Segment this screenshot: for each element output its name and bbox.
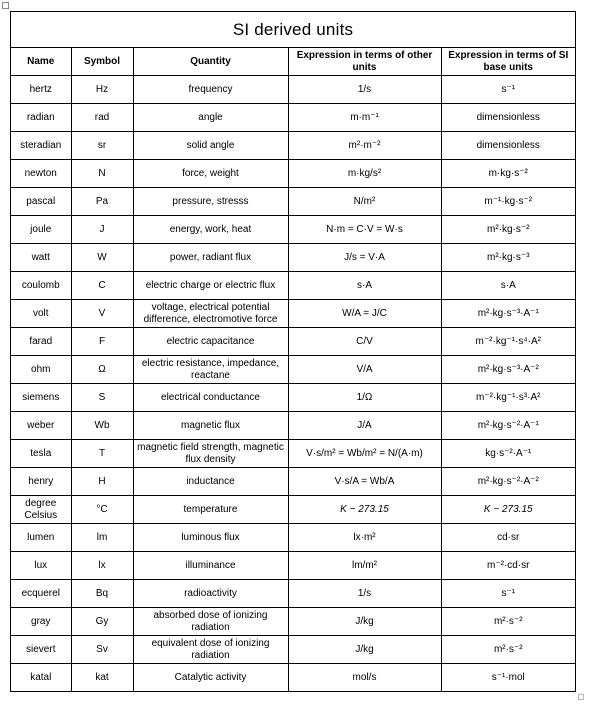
cell-expression-other-units: N/m² [288, 188, 441, 216]
cell-expression-si-base-units: kg·s⁻²·A⁻¹ [441, 440, 575, 468]
cell-name: pascal [11, 188, 71, 216]
cell-symbol: N [71, 160, 133, 188]
table-row [11, 412, 575, 440]
cell-name: joule [11, 216, 71, 244]
cell-expression-si-base-units: m²·s⁻² [441, 636, 575, 664]
cell-quantity: electric resistance, impedance, reactane [133, 356, 288, 384]
cell-name: farad [11, 328, 71, 356]
cell-quantity: temperature [133, 496, 288, 524]
cell-name: radian [11, 104, 71, 132]
cell-symbol: J [71, 216, 133, 244]
cell-symbol: C [71, 272, 133, 300]
cell-name: katal [11, 664, 71, 692]
header-quantity: Quantity [133, 48, 288, 76]
cell-symbol: Sv [71, 636, 133, 664]
table-header-row [11, 48, 575, 76]
table-row [11, 104, 575, 132]
cell-expression-si-base-units: m⁻²·kg⁻¹·s⁴·A² [441, 328, 575, 356]
cell-expression-other-units: K − 273.15 [288, 496, 441, 524]
cell-symbol: Ω [71, 356, 133, 384]
cell-name: henry [11, 468, 71, 496]
cell-expression-si-base-units: m²·kg·s⁻²·A⁻¹ [441, 412, 575, 440]
cell-quantity: equivalent dose of ionizing radiation [133, 636, 288, 664]
cell-symbol: rad [71, 104, 133, 132]
cell-name: coulomb [11, 272, 71, 300]
cell-expression-other-units: 1/Ω [288, 384, 441, 412]
cell-expression-si-base-units: s⁻¹·mol [441, 664, 575, 692]
cell-symbol: T [71, 440, 133, 468]
cell-expression-other-units: mol/s [288, 664, 441, 692]
cell-expression-si-base-units: m²·kg·s⁻²·A⁻² [441, 468, 575, 496]
header-expression-si-base-units: Expression in terms of SI base units [441, 48, 575, 76]
table-row [11, 608, 575, 636]
si-units-document [10, 11, 576, 692]
table-row [11, 272, 575, 300]
cell-expression-other-units: m·m⁻¹ [288, 104, 441, 132]
cell-name: sievert [11, 636, 71, 664]
cell-expression-si-base-units: m⁻¹·kg·s⁻² [441, 188, 575, 216]
header-symbol: Symbol [71, 48, 133, 76]
cell-quantity: power, radiant flux [133, 244, 288, 272]
table-row [11, 636, 575, 664]
cell-expression-other-units: V·s/m² = Wb/m² = N/(A·m) [288, 440, 441, 468]
cell-expression-si-base-units: m⁻²·cd·sr [441, 552, 575, 580]
cell-quantity: radioactivity [133, 580, 288, 608]
cell-quantity: energy, work, heat [133, 216, 288, 244]
table-row [11, 132, 575, 160]
cell-symbol: lm [71, 524, 133, 552]
table-row [11, 216, 575, 244]
cell-quantity: voltage, electrical potential difference, electromotive force [133, 300, 288, 328]
cell-quantity: magnetic field strength, magnetic flux density [133, 440, 288, 468]
cell-expression-other-units: lm/m² [288, 552, 441, 580]
cell-expression-si-base-units: m²·kg·s⁻² [441, 216, 575, 244]
cell-symbol: V [71, 300, 133, 328]
cell-expression-si-base-units: dimensionless [441, 132, 575, 160]
cell-expression-other-units: V·s/A = Wb/A [288, 468, 441, 496]
cell-symbol: Bq [71, 580, 133, 608]
cell-quantity: magnetic flux [133, 412, 288, 440]
cell-expression-other-units: 1/s [288, 580, 441, 608]
table-resize-handle[interactable] [578, 694, 584, 700]
cell-expression-other-units: J/kg [288, 636, 441, 664]
cell-quantity: absorbed dose of ionizing radiation [133, 608, 288, 636]
cell-name: lux [11, 552, 71, 580]
cell-expression-other-units: lx·m² [288, 524, 441, 552]
table-row [11, 496, 575, 524]
cell-quantity: solid angle [133, 132, 288, 160]
table-row [11, 664, 575, 692]
cell-name: degree Celsius [11, 496, 71, 524]
cell-symbol: F [71, 328, 133, 356]
table-row [11, 356, 575, 384]
cell-symbol: sr [71, 132, 133, 160]
table-row [11, 468, 575, 496]
cell-symbol: Gy [71, 608, 133, 636]
cell-expression-other-units: 1/s [288, 76, 441, 104]
table-row [11, 328, 575, 356]
document-title: SI derived units [11, 12, 575, 48]
cell-expression-other-units: J/A [288, 412, 441, 440]
cell-expression-si-base-units: K − 273.15 [441, 496, 575, 524]
cell-name: siemens [11, 384, 71, 412]
cell-quantity: electric charge or electric flux [133, 272, 288, 300]
header-expression-other-units: Expression in terms of other units [288, 48, 441, 76]
cell-name: ohm [11, 356, 71, 384]
table-row [11, 580, 575, 608]
cell-quantity: pressure, stresss [133, 188, 288, 216]
cell-symbol: kat [71, 664, 133, 692]
header-name: Name [11, 48, 71, 76]
cell-expression-si-base-units: m²·kg·s⁻³ [441, 244, 575, 272]
cell-quantity: inductance [133, 468, 288, 496]
cell-expression-si-base-units: s⁻¹ [441, 76, 575, 104]
table-row [11, 188, 575, 216]
cell-expression-other-units: m·kg/s² [288, 160, 441, 188]
table-row [11, 524, 575, 552]
cell-quantity: angle [133, 104, 288, 132]
cell-name: newton [11, 160, 71, 188]
cell-expression-other-units: C/V [288, 328, 441, 356]
table-body [11, 76, 575, 692]
cell-symbol: °C [71, 496, 133, 524]
cell-expression-other-units: s·A [288, 272, 441, 300]
table-row [11, 552, 575, 580]
cell-name: hertz [11, 76, 71, 104]
cell-name: lumen [11, 524, 71, 552]
cell-quantity: electrical conductance [133, 384, 288, 412]
cell-symbol: W [71, 244, 133, 272]
cell-quantity: electric capacitance [133, 328, 288, 356]
cell-expression-si-base-units: s⁻¹ [441, 580, 575, 608]
cell-expression-si-base-units: m²·kg·s⁻³·A⁻² [441, 356, 575, 384]
cell-quantity: frequency [133, 76, 288, 104]
cell-symbol: lx [71, 552, 133, 580]
cell-name: volt [11, 300, 71, 328]
cell-expression-si-base-units: cd·sr [441, 524, 575, 552]
cell-quantity: luminous flux [133, 524, 288, 552]
cell-expression-other-units: J/kg [288, 608, 441, 636]
table-row [11, 160, 575, 188]
cell-expression-si-base-units: m⁻²·kg⁻¹·s³·A² [441, 384, 575, 412]
cell-expression-other-units: W/A = J/C [288, 300, 441, 328]
cell-name: gray [11, 608, 71, 636]
cell-quantity: force, weight [133, 160, 288, 188]
table-row [11, 440, 575, 468]
table-row [11, 76, 575, 104]
cell-name: ecquerel [11, 580, 71, 608]
cell-expression-other-units: m²·m⁻² [288, 132, 441, 160]
cell-name: steradian [11, 132, 71, 160]
cell-expression-other-units: V/A [288, 356, 441, 384]
cell-expression-si-base-units: m²·s⁻² [441, 608, 575, 636]
table-row [11, 384, 575, 412]
cell-symbol: H [71, 468, 133, 496]
cell-quantity: Catalytic activity [133, 664, 288, 692]
cell-symbol: Wb [71, 412, 133, 440]
cell-expression-si-base-units: s·A [441, 272, 575, 300]
table-move-handle[interactable] [2, 2, 9, 9]
cell-expression-other-units: J/s = V·A [288, 244, 441, 272]
cell-expression-si-base-units: m²·kg·s⁻³·A⁻¹ [441, 300, 575, 328]
cell-expression-other-units: N·m = C·V = W·s [288, 216, 441, 244]
cell-name: tesla [11, 440, 71, 468]
cell-name: watt [11, 244, 71, 272]
table-row [11, 244, 575, 272]
cell-symbol: Pa [71, 188, 133, 216]
cell-expression-si-base-units: dimensionless [441, 104, 575, 132]
si-units-table [11, 48, 575, 691]
table-row [11, 300, 575, 328]
cell-expression-si-base-units: m·kg·s⁻² [441, 160, 575, 188]
cell-name: weber [11, 412, 71, 440]
cell-quantity: illuminance [133, 552, 288, 580]
cell-symbol: Hz [71, 76, 133, 104]
cell-symbol: S [71, 384, 133, 412]
